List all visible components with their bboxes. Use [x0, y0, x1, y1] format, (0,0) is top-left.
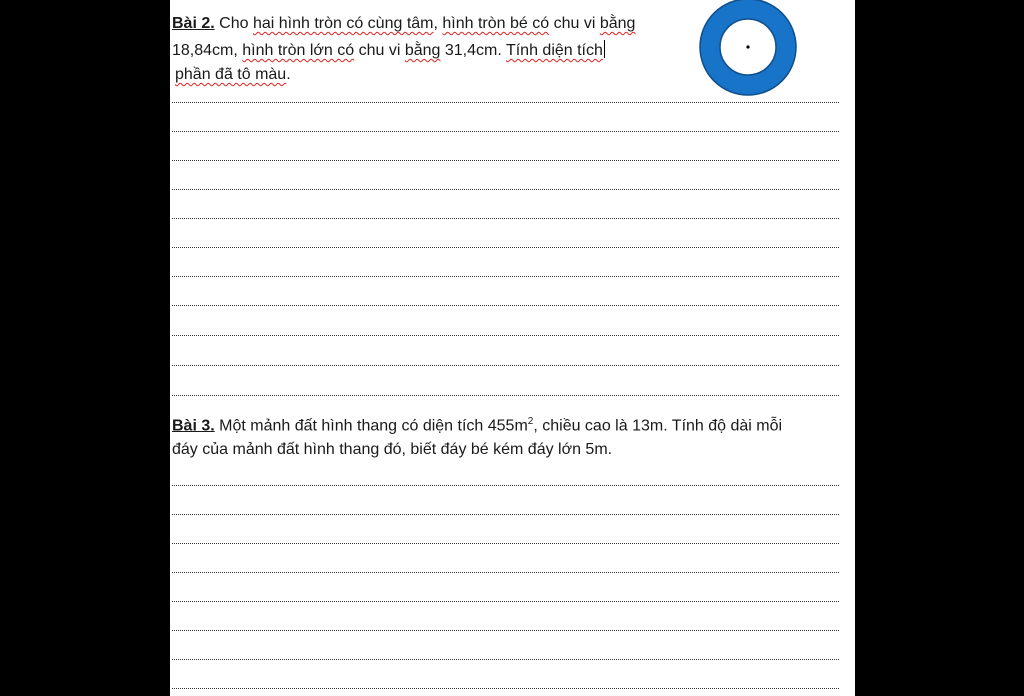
- answer-line[interactable]: [172, 395, 839, 396]
- problem3-line1-before: Một mảnh đất hình thang có diện tích 455m: [214, 417, 528, 435]
- spellcheck-flagged-text: Tính diện tích: [505, 42, 603, 59]
- problem2-line3-text: [175, 66, 291, 83]
- answer-line[interactable]: [172, 601, 839, 602]
- spellcheck-flagged-text: bằng: [404, 42, 441, 59]
- answer-line[interactable]: [172, 365, 839, 366]
- document-page: [170, 0, 855, 696]
- problem2-line2: [172, 40, 605, 61]
- text-segment: 18,84cm,: [172, 42, 243, 59]
- answer-line[interactable]: [172, 305, 839, 306]
- answer-line[interactable]: [172, 247, 839, 248]
- answer-line[interactable]: [172, 335, 839, 336]
- spellcheck-flagged-text: hình tròn lớn có: [242, 42, 355, 59]
- center-point: [746, 45, 749, 48]
- problem2-line1: [172, 14, 635, 34]
- problem3-line2-text: đáy của mảnh đất hình thang đó, biết đáy bé kém đáy lớn 5m.: [172, 441, 613, 458]
- text-segment: Cho: [214, 15, 253, 32]
- problem3-superscript: 2: [527, 416, 534, 427]
- spellcheck-flagged-text: hình tròn bé có: [442, 15, 550, 32]
- text-segment: chu vi: [354, 42, 405, 59]
- answer-line[interactable]: [172, 276, 839, 277]
- text-segment: ,: [433, 15, 443, 32]
- answer-line[interactable]: [172, 160, 839, 161]
- problem3-line1-after: , chiều cao là 13m. Tính độ dài mỗi: [533, 417, 783, 435]
- spellcheck-flagged-text: bằng: [599, 15, 636, 32]
- answer-line[interactable]: [172, 630, 839, 631]
- problem3-line1: [172, 412, 782, 436]
- spellcheck-flagged-text: phần đã tô màu: [175, 66, 287, 83]
- text-cursor: [604, 40, 605, 58]
- problem2-line1-text: [215, 15, 636, 32]
- answer-line[interactable]: [172, 688, 839, 689]
- problem2-line2-text: [172, 42, 603, 59]
- answer-line[interactable]: [172, 572, 839, 573]
- answer-line[interactable]: [172, 218, 839, 219]
- problem2-label: Bài 2.: [172, 15, 215, 32]
- spellcheck-flagged-text: hai hình tròn có cùng tâm: [252, 15, 434, 32]
- text-segment: 31,4cm.: [440, 42, 506, 59]
- text-segment: .: [286, 66, 291, 83]
- problem3-label: Bài 3.: [172, 417, 215, 435]
- answer-line[interactable]: [172, 659, 839, 660]
- problem2-line3: [175, 65, 291, 85]
- answer-line[interactable]: [172, 543, 839, 544]
- answer-line[interactable]: [172, 514, 839, 515]
- answer-line[interactable]: [172, 131, 839, 132]
- answer-line[interactable]: [172, 102, 839, 103]
- problem3-line2: [172, 440, 612, 460]
- text-segment: chu vi: [549, 15, 600, 32]
- concentric-circles-figure: [698, 0, 798, 97]
- answer-line[interactable]: [172, 485, 839, 486]
- answer-line[interactable]: [172, 189, 839, 190]
